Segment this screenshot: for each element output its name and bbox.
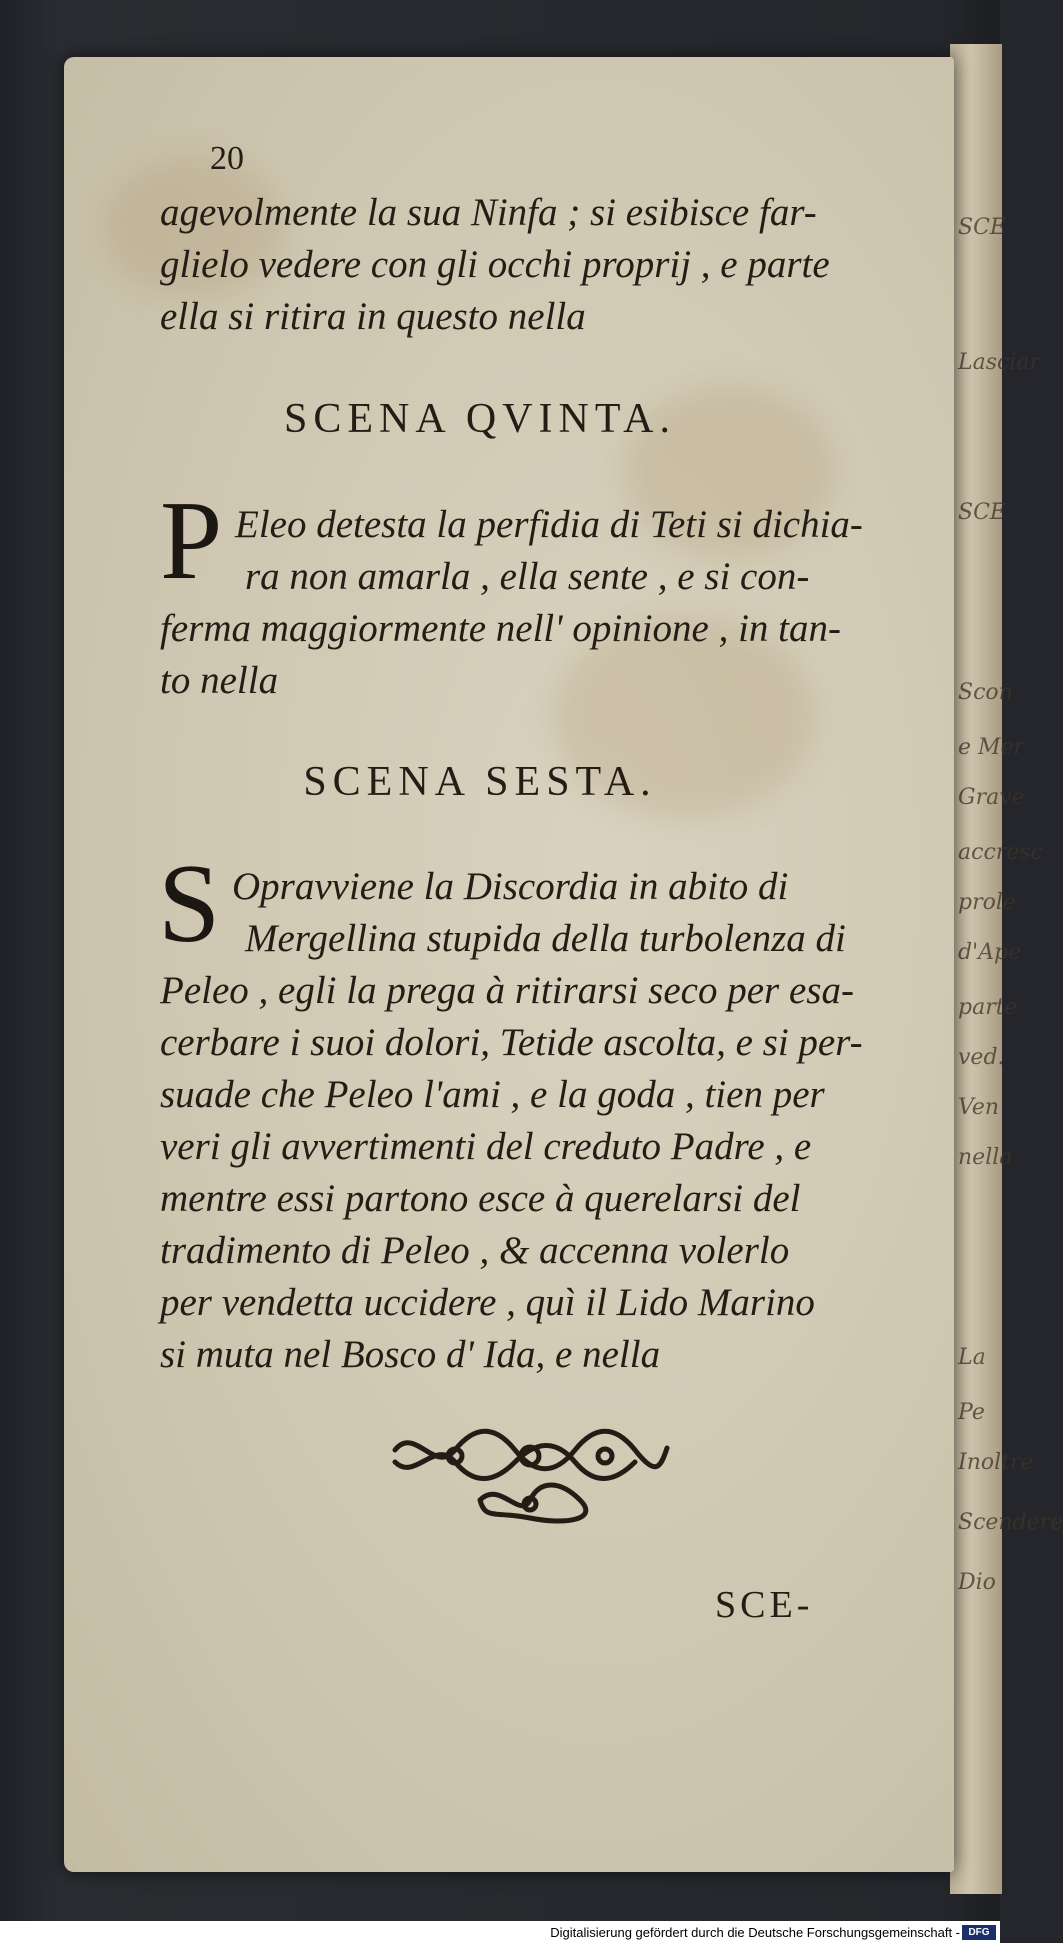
next-page-fragment: Lasciar bbox=[958, 350, 1041, 375]
footer-bar bbox=[0, 1921, 1000, 1943]
text-line: tradimento di Peleo , & accenna volerlo bbox=[160, 1229, 790, 1272]
dfg-logo: DFG bbox=[962, 1925, 996, 1940]
scene-heading: SCENA SESTA. bbox=[303, 759, 657, 805]
text-line: glielo vedere con gli occhi proprij , e parte bbox=[160, 243, 830, 286]
next-page-fragment: SCE bbox=[958, 215, 1006, 240]
next-page-fragment: SCE bbox=[958, 500, 1006, 525]
text-line: suade che Peleo l'ami , e la goda , tien per bbox=[160, 1073, 825, 1116]
text-line: Peleo , egli la prega à ritirarsi seco per esa- bbox=[160, 969, 854, 1012]
next-page-fragment: Ven bbox=[958, 1095, 1000, 1120]
page-number: 20 bbox=[210, 140, 244, 177]
text-line: cerbare i suoi dolori, Tetide ascolta, e si per- bbox=[160, 1021, 863, 1064]
text-line: si muta nel Bosco d' Ida, e nella bbox=[160, 1333, 661, 1376]
text-line: ella si ritira in questo nella bbox=[160, 295, 586, 338]
next-page-fragment: prole bbox=[958, 890, 1016, 915]
next-page-fragment: accresc bbox=[958, 840, 1043, 865]
text-line: per vendetta uccidere , quì il Lido Marino bbox=[160, 1281, 815, 1324]
next-page-fragment: Scon bbox=[958, 680, 1013, 705]
next-page-fragment: parte bbox=[958, 995, 1018, 1020]
next-page-fragment: Grave bbox=[958, 785, 1025, 810]
next-page-fragment: e Mer bbox=[958, 735, 1025, 760]
drop-cap: P bbox=[160, 479, 223, 603]
text-line: ferma maggiormente nell' opinione , in tan- bbox=[160, 607, 841, 650]
next-page-fragment: d'Ape bbox=[958, 940, 1022, 965]
printers-ornament bbox=[385, 1420, 675, 1530]
catchword: SCE- bbox=[715, 1584, 814, 1626]
next-page-fragment: Scendere bbox=[958, 1510, 1063, 1535]
next-page-fragment: La bbox=[958, 1345, 986, 1370]
adjacent-page-edge bbox=[950, 44, 1002, 1894]
text-line: mentre essi partono esce à querelarsi del bbox=[160, 1177, 801, 1220]
text-line: to nella bbox=[160, 659, 279, 702]
text-line: agevolmente la sua Ninfa ; si esibisce far- bbox=[160, 191, 817, 234]
scene-heading: SCENA QVINTA. bbox=[284, 396, 676, 442]
next-page-fragment: Inoltre bbox=[958, 1450, 1034, 1475]
next-page-fragment: Dio bbox=[958, 1570, 996, 1595]
text-line: Eleo detesta la perfidia di Teti si dichia- bbox=[235, 503, 863, 546]
text-line: Opravviene la Discordia in abito di bbox=[232, 865, 789, 908]
text-line: veri gli avvertimenti del creduto Padre , e bbox=[160, 1125, 812, 1168]
next-page-fragment: nella bbox=[958, 1145, 1013, 1170]
text-line: Mergellina stupida della turbolenza di bbox=[245, 917, 846, 960]
text-line: ra non amarla , ella sente , e si con- bbox=[245, 555, 810, 598]
footer-credit: Digitalisierung gefördert durch die Deutsche Forschungsgemeinschaft - bbox=[550, 1925, 960, 1940]
next-page-fragment: Pe bbox=[958, 1400, 985, 1425]
next-page-fragment: ved. bbox=[958, 1045, 1005, 1070]
drop-cap: S bbox=[158, 842, 221, 966]
